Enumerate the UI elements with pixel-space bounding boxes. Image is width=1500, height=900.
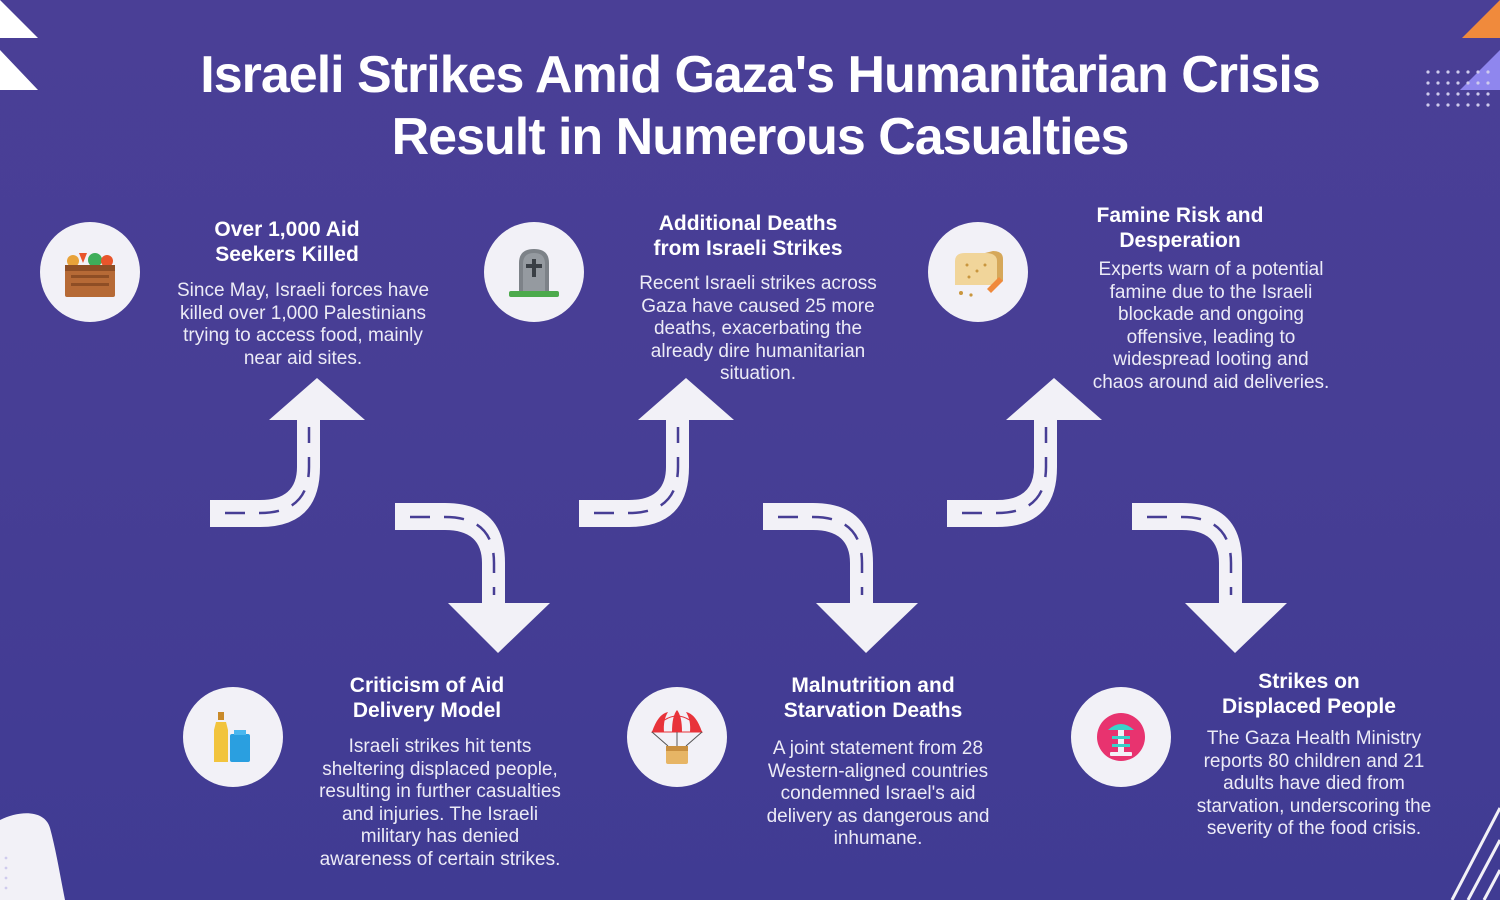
step-3-body-line: Gaza have caused 25 more (641, 295, 875, 317)
step-5-body-line: chaos around aid deliveries. (1092, 371, 1330, 393)
step-1-heading-line: Over 1,000 Aid (214, 218, 360, 241)
step-2-body-line: Israeli strikes hit tents (348, 736, 532, 757)
step-2-description (280, 736, 600, 872)
step-3-icon-circle (484, 222, 584, 322)
step-4-heading (748, 673, 998, 723)
step-2-body-line: awareness of certain strikes. (319, 848, 561, 870)
title-line-1: Israeli Strikes Amid Gaza's Humanitarian Crisis (200, 46, 1320, 104)
step-4-body-line: Western-aligned countries (767, 760, 989, 782)
step-1-heading (172, 217, 402, 267)
step-6-heading-line: Strikes on (1258, 670, 1360, 693)
step-5-body-line: Experts warn of a potential (1098, 259, 1324, 280)
step-2-heading-line: Delivery Model (352, 699, 502, 722)
step-3-heading-line: Additional Deaths (658, 212, 838, 235)
step-5-heading (1060, 203, 1300, 253)
step-6-body-line: severity of the food crisis. (1206, 818, 1422, 840)
step-2-heading (312, 673, 542, 723)
arrow-down-1 (390, 495, 560, 660)
step-1-body-line: killed over 1,000 Palestinians (179, 302, 427, 324)
step-2-body-line: sheltering displaced people, (322, 758, 558, 780)
step-3-body-line: deaths, exacerbating the (653, 318, 863, 340)
step-6-icon-circle (1071, 687, 1171, 787)
step-6-description (1164, 728, 1464, 841)
step-1-description (148, 280, 458, 370)
step-6-body-line: reports 80 children and 21 (1203, 750, 1425, 772)
step-5-body-line: offensive, leading to (1126, 326, 1296, 348)
step-2-heading-line: Criticism of Aid (349, 674, 505, 697)
page-title (0, 44, 1500, 168)
arrow-down-2 (758, 495, 928, 660)
food-crate-icon (59, 241, 121, 303)
bread-icon (947, 241, 1009, 303)
step-2-body-line: and injuries. The Israeli (341, 803, 539, 825)
step-5-description (1055, 259, 1367, 395)
blob-decoration (0, 810, 70, 900)
step-3-body-line: already dire humanitarian (650, 340, 866, 362)
step-4-icon-circle (627, 687, 727, 787)
title-line-2: Result in Numerous Casualties (391, 108, 1129, 166)
step-6-body-line: adults have died from (1223, 773, 1405, 795)
step-3-body-line: situation. (719, 363, 797, 385)
step-4-body-line: delivery as dangerous and (766, 805, 990, 827)
water-bottles-icon (202, 706, 264, 768)
step-4-body-line: condemned Israel's aid (780, 783, 976, 805)
step-1-body-line: trying to access food, mainly (183, 325, 423, 347)
step-6-body-line: The Gaza Health Ministry (1206, 728, 1422, 749)
step-4-heading-line: Malnutrition and (791, 674, 955, 697)
step-3-description (603, 273, 913, 386)
step-3-heading (618, 211, 878, 261)
step-1-body-line: Since May, Israeli forces have (176, 280, 430, 301)
tent-icon (1090, 706, 1152, 768)
gravestone-icon (503, 241, 565, 303)
step-5-heading-line: Desperation (1119, 229, 1241, 252)
parachute-aid-icon (646, 706, 708, 768)
step-4-body-line: A joint statement from 28 (772, 738, 984, 759)
step-3-body-line: Recent Israeli strikes across (639, 273, 877, 294)
step-4-heading-line: Starvation Deaths (783, 699, 963, 722)
step-6-body-line: starvation, underscoring the (1196, 795, 1432, 817)
step-1-body-line: near aid sites. (243, 347, 363, 369)
step-5-heading-line: Famine Risk and (1096, 204, 1264, 227)
step-2-body-line: resulting in further casualties (319, 781, 561, 803)
step-1-heading-line: Seekers Killed (215, 243, 359, 266)
step-4-description (728, 738, 1028, 851)
arrow-up-3 (942, 372, 1112, 537)
step-2-icon-circle (183, 687, 283, 787)
step-3-heading-line: from Israeli Strikes (653, 237, 843, 260)
arrow-up-1 (205, 372, 375, 537)
arrow-up-2 (574, 372, 744, 537)
step-5-body-line: blockade and ongoing (1118, 304, 1304, 326)
step-5-body-line: widespread looting and (1113, 349, 1309, 371)
step-6-heading-line: Displaced People (1222, 695, 1396, 718)
step-5-icon-circle (928, 222, 1028, 322)
step-4-body-line: inhumane. (833, 828, 923, 850)
step-1-icon-circle (40, 222, 140, 322)
step-5-body-line: famine due to the Israeli (1109, 281, 1313, 303)
step-2-body-line: military has denied (360, 826, 520, 848)
arrow-down-3 (1127, 495, 1297, 660)
step-6-heading (1194, 669, 1424, 719)
